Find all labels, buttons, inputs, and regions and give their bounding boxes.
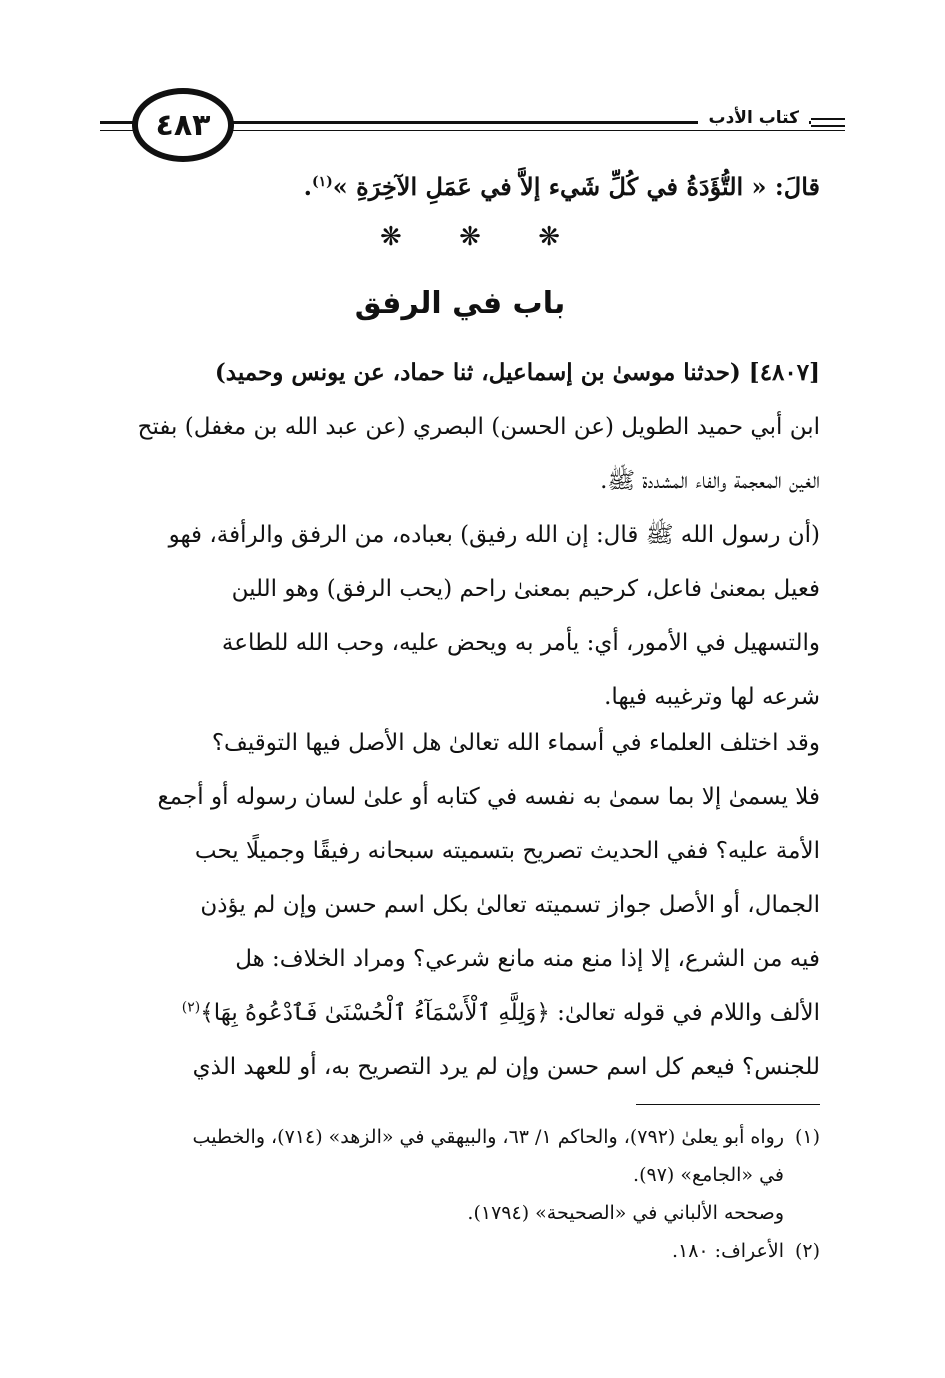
paragraph-line: ابن أبي حميد الطويل (عن الحسن) البصري (عن عبد الله بن مغفل) بفتح [137,414,820,440]
paragraph-commentary [100,716,820,1094]
separator-star-icon: ❋ [380,222,402,252]
paragraph-line: فعيل بمعنىٰ فاعل، كرحيم بمعنىٰ راحم (يحب الرفق) وهو اللين [231,576,820,602]
paragraph-line: شرعه لها وترغيبه فيها. [604,684,820,710]
quran-verse-line: الألف واللام في قوله تعالىٰ: ﴿وَلِلَّهِ ٱلْأَسْمَآءُ ٱلْحُسْنَىٰ فَٱدْعُوهُ بِهَا﴾ [200,1000,820,1026]
footnote-text: الأعراف: ١٨٠. [671,1240,784,1262]
footnote-divider [636,1104,820,1105]
footnote-ref-1: (١) [312,174,333,190]
quote-text: قالَ: « التُّؤَدَةُ في كُلِّ شَيء إلاَّ في عَمَلِ الآخِرَةِ » [332,172,820,201]
paragraph-line: الأمة عليه؟ ففي الحديث تصريح بتسميته سبحانه رفيقًا وجميلًا يحب [194,838,820,864]
footnote-mark: (٢) [794,1240,820,1262]
separator-star-icon: ❋ [538,222,560,252]
footnote-text: وصححه الألباني في «الصحيحة» (١٧٩٤). [467,1202,784,1224]
paragraph-line: فيه من الشرع، إلا إذا منع منه مانع شرعي؟ ومراد الخلاف: هل [235,946,820,972]
quote-end: . [303,172,312,201]
footnote-2 [100,1232,820,1270]
running-title: كتاب الأدب [698,106,809,130]
paragraph-matn [100,508,820,724]
page-number: ٤٨٣ [132,88,234,162]
paragraph-line: للجنس؟ فيعم كل اسم حسن وإن لم يرد التصريح به، أو للعهد الذي [192,1054,820,1080]
chapter-title: باب في الرفق [354,286,566,321]
paragraph-line: والتسهيل في الأمور، أي: يأمر به ويحض عليه، وحب الله للطاعة [221,630,820,656]
separator-star-icon: ❋ [459,222,481,252]
paragraph-line: الجمال، أو الأصل جواز تسميته تعالىٰ بكل اسم حسن وإن لم يؤذن [200,892,820,918]
footnote-mark: (١) [794,1126,820,1148]
footnote-1 [100,1118,820,1156]
paragraph-line: الغين المعجمة والفاء المشددة ﷺ. [600,468,820,494]
paragraph-line: فلا يسمىٰ إلا بما سمىٰ به نفسه في كتابه أو علىٰ لسان رسوله أو أجمع [157,784,820,810]
paragraph-isnad [100,346,820,508]
footnote-text: في «الجامع» (٩٧). [633,1164,784,1186]
header-dash-ornament [811,115,845,129]
paragraph-line [100,986,820,1040]
section-separator [380,222,560,252]
paragraph-line: (أن رسول الله ﷺ قال: إن الله رفيق) بعباده، من الرفق والرأفة، فهو [168,522,820,548]
footnote-text: رواه أبو يعلىٰ (٧٩٢)، والحاكم ١/ ٦٣، والبيهقي في «الزهد» (٧١٤)، والخطيب [192,1126,784,1148]
paragraph-line: [٤٨٠٧] (حدثنا موسىٰ بن إسماعيل، ثنا حماد، عن يونس وحميد) [214,359,820,386]
footnote-ref-2: (٢) [181,999,201,1016]
paragraph-line: وقد اختلف العلماء في أسماء الله تعالىٰ هل الأصل فيها التوقيف؟ [211,730,820,756]
hadith-quote-line [100,160,820,214]
footnotes [100,1118,820,1270]
